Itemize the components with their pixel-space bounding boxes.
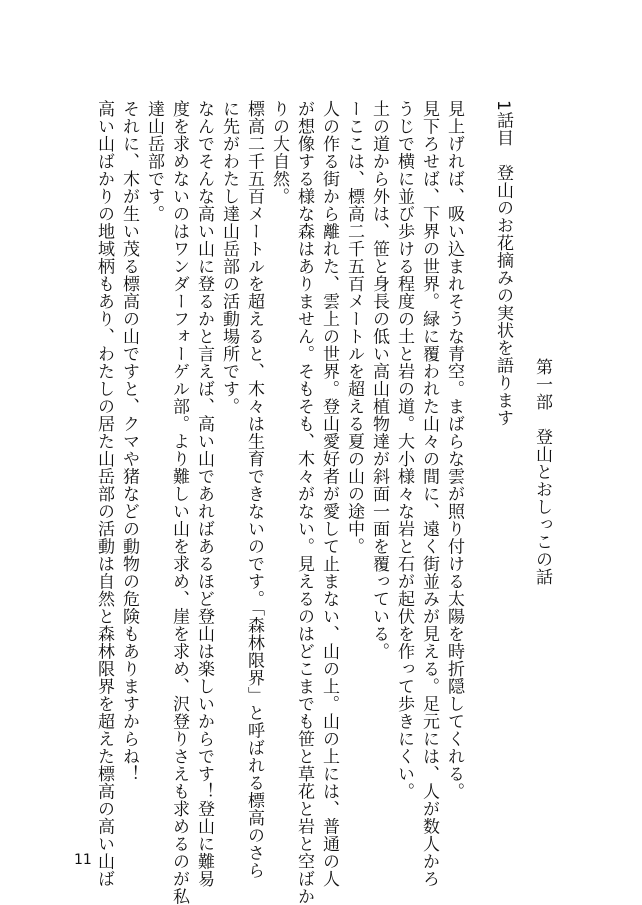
text-line: に先がわたし達山岳部の活動場所です。 — [219, 100, 239, 415]
text-line: 標高二千五百メートルを超えると、木々は生育できないのです。「森林限界」と呼ばれる標高のさら — [244, 100, 264, 879]
text-line: なんでそんな高い山に登るかと言えば、高い山であればあるほど登山は楽しいからです！登山に難易 — [194, 100, 214, 888]
vertical-text-body — [84, 100, 554, 905]
text-line: それに、木が生い茂る標高の山ですと、クマや猪などの動物の危険もありますからね！ — [119, 100, 139, 783]
text-line: うじで横に並び歩ける程度の土と岩の道。大小様々な岩と石が起伏を作って歩きにくい。 — [394, 100, 414, 800]
text-line: 見下ろせば、下界の世界。緑に覆われた山々の間に、遠く街並みが見える。足元には、人が数人かろ — [419, 100, 439, 888]
text-line: 達山岳部です。 — [144, 100, 164, 223]
page-number: 11 — [74, 852, 92, 868]
text-line: 高い山ばかりの地域柄もあり、わたしの居た山岳部の活動は自然と森林限界を超えた標高の高い山ば — [94, 100, 114, 888]
text-line: ーここは、標高二千五百メートルを超える夏の山の途中。 — [344, 100, 364, 555]
section-title: 第一部 登山とおしっこの話 — [532, 358, 552, 586]
text-line: りの大自然。 — [269, 100, 289, 205]
text-line: が想像する様な森はありません。そもそも、木々がない。見えるのはどこまでも笹と草花と岩と空ばか — [294, 100, 314, 905]
chapter-title: 1話目 登山のお花摘みの実状を語ります — [493, 100, 513, 427]
text-line: 度を求めないのはワンダーフォーゲル部。より難しい山を求め、崖を求め、沢登りさえも求めるのが私 — [169, 100, 189, 905]
text-line: 見上げれば、吸い込まれそうな青空。まばらな雲が照り付ける太陽を時折隠してくれる。 — [444, 100, 464, 800]
text-line: 土の道から外は、笹と身長の低い高山植物達が斜面一面を覆っている。 — [369, 100, 389, 660]
text-line: 人の作る街から離れた、雲上の世界。登山愛好者が愛して止まない、山の上。山の上には、普通の人 — [319, 100, 339, 888]
